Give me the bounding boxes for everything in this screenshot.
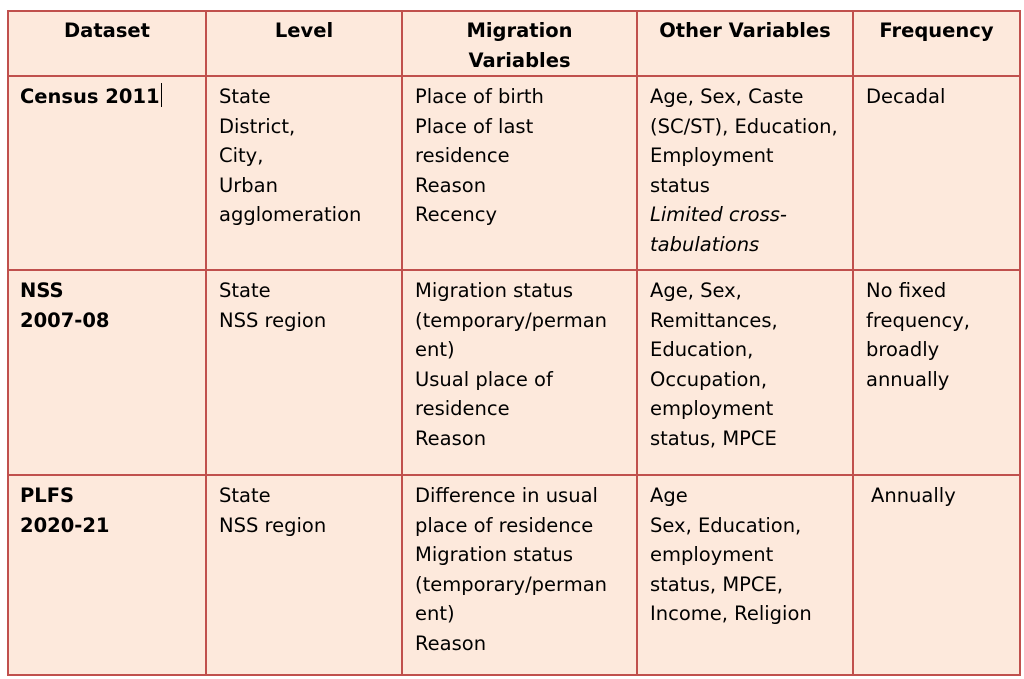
- dataset-cell[interactable]: [8, 76, 206, 270]
- other-variables-cell: Age Sex, Education, employment status, MPCE, Income, Religion: [637, 475, 853, 675]
- level-cell: State NSS region: [206, 475, 402, 675]
- level-cell: State District, City, Urban agglomeration: [206, 76, 402, 270]
- frequency-cell: Decadal: [853, 76, 1020, 270]
- dataset-name: Census 2011: [20, 85, 160, 108]
- dataset-cell: PLFS 2020-21: [8, 475, 206, 675]
- other-variables-cell: Age, Sex, Caste (SC/ST), Education, Employment status Limited cross- tabulations: [637, 76, 853, 270]
- header-migration-variables: Migration Variables: [402, 11, 637, 76]
- text-cursor: [161, 83, 162, 107]
- frequency-cell: Annually: [853, 475, 1020, 675]
- migration-variables-cell: Difference in usual place of residence Migration status (temporary/perman ent) Reason: [402, 475, 637, 675]
- table-row: [8, 76, 1020, 270]
- header-frequency: Frequency: [853, 11, 1020, 76]
- frequency-cell: No fixed frequency, broadly annually: [853, 270, 1020, 475]
- limitation-note: Limited cross-: [650, 203, 787, 226]
- header-other-variables: Other Variables: [637, 11, 853, 76]
- migration-variables-cell: Place of birth Place of last residence Reason Recency: [402, 76, 637, 270]
- other-variables-cell: Age, Sex, Remittances, Education, Occupation, employment status, MPCE: [637, 270, 853, 475]
- migration-datasets-table: [7, 10, 1021, 676]
- header-level: Level: [206, 11, 402, 76]
- table-row: [8, 270, 1020, 475]
- limitation-note: tabulations: [650, 232, 760, 256]
- level-cell: State NSS region: [206, 270, 402, 475]
- migration-variables-cell: Migration status (temporary/perman ent) Usual place of residence Reason: [402, 270, 637, 475]
- table-row: [8, 475, 1020, 675]
- table-header-row: [8, 11, 1020, 76]
- dataset-cell: NSS 2007-08: [8, 270, 206, 475]
- header-dataset: Dataset: [8, 11, 206, 76]
